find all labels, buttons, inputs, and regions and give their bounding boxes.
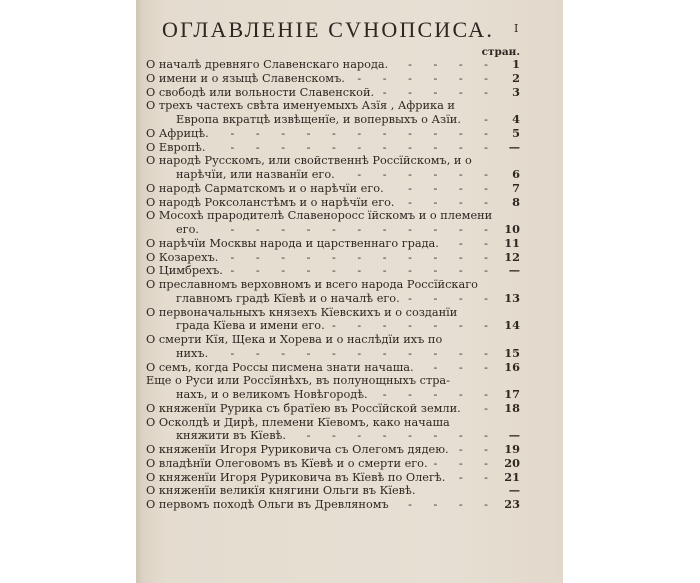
toc-entry-page: 11 (504, 235, 520, 250)
toc-entry-page: 21 (504, 469, 520, 484)
toc-entry-page: 6 (512, 167, 520, 181)
toc-entry-page: 12 (504, 249, 520, 264)
toc-entry (146, 209, 520, 223)
book-page (136, 0, 563, 583)
toc-entry-page: 1 (512, 57, 520, 71)
toc-entry (146, 86, 520, 100)
toc-entry-text: О смерти Кїя, Щека и Хорева и о наслѣдїи ихъ по (146, 333, 443, 346)
dot-leader (378, 86, 488, 100)
toc-entry-text: О Цимбрехъ. (146, 264, 223, 278)
toc-entry-text: нарѣчїи, или названїи его. (176, 168, 335, 181)
toc-entry (146, 333, 520, 347)
toc-entry (146, 182, 520, 196)
toc-entry-page: 16 (504, 359, 520, 374)
toc-entry (146, 306, 520, 320)
toc-entry-text: града Кїева и имени его. (176, 319, 325, 333)
dot-leader (388, 182, 488, 196)
dot-leader (349, 72, 488, 86)
dot-leader (213, 127, 488, 141)
toc-entry (146, 361, 520, 375)
dot-leader (399, 196, 488, 210)
dot-leader (222, 251, 488, 265)
dot-leader (227, 264, 488, 278)
toc-entry-page: 7 (512, 180, 520, 195)
toc-entry (146, 374, 520, 388)
toc-entry-text: Еще о Руси или Россїянѣхъ, въ полунощныхъ стра- (146, 374, 450, 388)
dot-leader (203, 223, 488, 237)
dot-leader (339, 168, 488, 182)
toc-entry-page: 8 (512, 194, 520, 209)
toc-entry-text: О княженїи Игоря Руриковича съ Олегомъ дядею. (146, 443, 449, 456)
toc-entry-page: — (508, 139, 520, 154)
toc-entry-page: — (508, 483, 520, 498)
toc-entry-text: О народѣ Русскомъ, или свойственнѣ Россїйскомъ, и о (146, 154, 472, 168)
toc-entry-text: княжити въ Кїевѣ. (176, 429, 286, 443)
dot-leader (432, 457, 488, 471)
toc-entry-text: О Осколдѣ и Дирѣ, племени Кїевомъ, како начаша (146, 415, 450, 429)
toc-entry-page: 19 (504, 442, 520, 456)
toc-entry-text: О Козарехъ. (146, 250, 219, 264)
toc-entry-text: главномъ градѣ Кїевѣ и о началѣ его. (176, 291, 400, 305)
toc-entry (146, 223, 520, 237)
dot-leader (465, 402, 488, 416)
toc-entry-text: О первомъ походѣ Ольги въ Древляномъ (146, 498, 389, 511)
toc-entry (146, 99, 520, 113)
toc-entry-page: 15 (504, 345, 520, 360)
dot-leader (329, 319, 488, 333)
toc-entry-text: нихъ. (176, 346, 209, 360)
toc-entry (146, 196, 520, 210)
toc-entry-text: О имени и о языцѣ Славенскомъ. (146, 71, 345, 85)
toc-entry (146, 498, 520, 512)
toc-entry (146, 141, 520, 155)
toc-entry (146, 237, 520, 251)
toc-entry (146, 402, 520, 416)
toc-entry (146, 58, 520, 72)
toc-entry (146, 471, 520, 485)
toc-entry-text: О владѣнїи Олеговомъ въ Кїевѣ и о смерти его. (146, 456, 428, 470)
toc-entry-text: нахъ, и о великомъ Новѣгородѣ. (176, 388, 368, 401)
toc-entry-text: О свободѣ или вольности Славенской. (146, 85, 375, 99)
toc-entry (146, 72, 520, 86)
table-of-contents (146, 58, 520, 512)
toc-entry-text: О народѣ Роксоланстѣмъ и о нарѣчїи его. (146, 195, 395, 209)
toc-entry-page: 23 (504, 497, 520, 511)
toc-entry-text: О княженїи Рурика съ братїею въ Россїйской земли. (146, 401, 461, 415)
toc-entry-page: 2 (512, 70, 520, 85)
toc-entry-text: О княженїи великїя княгини Ольги въ Кїевѣ. (146, 484, 416, 498)
toc-entry-page: 10 (504, 222, 520, 236)
toc-entry-page: 4 (512, 112, 520, 126)
toc-entry (146, 443, 520, 457)
toc-entry (146, 251, 520, 265)
dot-leader (449, 471, 488, 485)
page-column-header: стран. (481, 46, 520, 58)
toc-entry-text: Европа вкратцѣ извѣщенїе, и вопервыхъ о Азїи. (176, 113, 461, 126)
dot-leader (404, 292, 488, 306)
toc-entry (146, 113, 520, 127)
toc-entry-text: О семъ, когда Россы писмена знати начаша. (146, 360, 414, 374)
toc-entry-text: О Мосохѣ прародителѣ Славеноросс їйскомъ и о племени (146, 209, 493, 223)
dot-leader (418, 361, 488, 375)
toc-entry-page: — (508, 428, 520, 443)
toc-entry (146, 484, 520, 498)
toc-entry-text: О трехъ частехъ свѣта именуемыхъ Азїя , Африка и (146, 99, 455, 113)
toc-entry-page: 14 (504, 318, 520, 333)
dot-leader (392, 58, 488, 72)
toc-entry (146, 388, 520, 402)
toc-entry-page: 5 (512, 125, 520, 140)
page-folio: I (514, 22, 519, 35)
toc-entry (146, 319, 520, 333)
toc-entry (146, 292, 520, 306)
toc-entry (146, 264, 520, 278)
toc-entry-text: О народѣ Сарматскомъ и о нарѣчїи его. (146, 181, 384, 195)
dot-leader (290, 429, 488, 443)
toc-entry-text: О нарѣчїи Москвы народа и царственнаго града. (146, 236, 439, 250)
toc-entry-page: 18 (504, 400, 520, 415)
toc-entry-text: О Африцѣ. (146, 126, 209, 140)
toc-entry (146, 154, 520, 168)
toc-entry-text: О первоначальныхъ князехъ Кїевскихъ и о созданїи (146, 305, 458, 319)
toc-entry-text: его. (176, 223, 199, 236)
toc-entry (146, 127, 520, 141)
toc-entry (146, 347, 520, 361)
toc-entry-page: 13 (504, 290, 520, 305)
toc-entry (146, 457, 520, 471)
page-title: ОГЛАВЛЕНIЕ СVНОПСИСА. (162, 17, 495, 42)
toc-entry (146, 416, 520, 430)
toc-entry-page: — (508, 263, 520, 278)
dot-leader (453, 443, 488, 457)
toc-entry-text: О княженїи Игоря Руриковича въ Кїевѣ по Олегѣ. (146, 470, 446, 484)
toc-entry-text: О началѣ древняго Славенскаго народа. (146, 58, 389, 71)
dot-leader (465, 113, 488, 127)
toc-entry (146, 168, 520, 182)
toc-entry-page: 17 (504, 387, 520, 401)
toc-entry (146, 429, 520, 443)
dot-leader (393, 498, 488, 512)
dot-leader (209, 141, 488, 155)
dot-leader (443, 237, 488, 251)
toc-entry-text: О преславномъ верховномъ и всего народа Россїйскаго (146, 278, 478, 291)
toc-entry-page: 20 (504, 455, 520, 470)
dot-leader (212, 347, 488, 361)
toc-entry-text: О Европѣ. (146, 140, 206, 154)
dot-leader (372, 388, 488, 402)
toc-entry (146, 278, 520, 292)
toc-entry-page: 3 (512, 84, 520, 99)
